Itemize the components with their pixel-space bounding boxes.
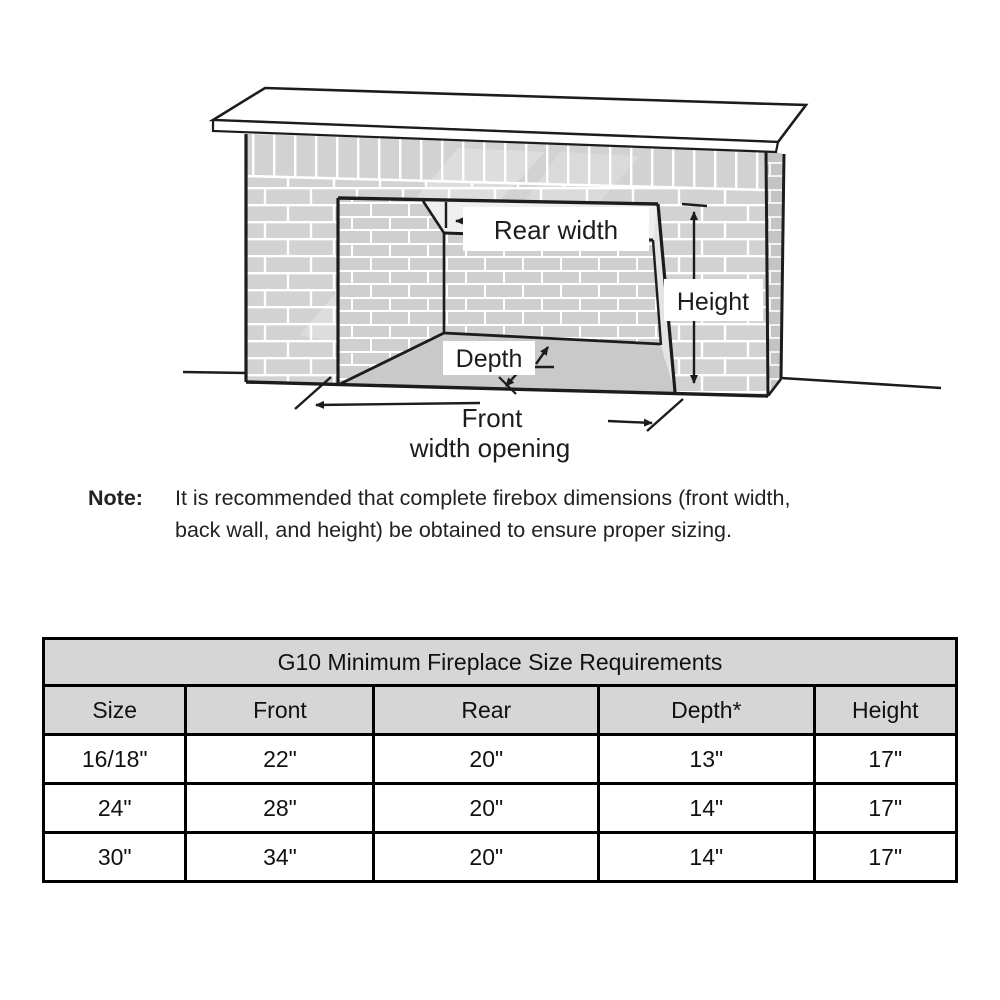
note-text xyxy=(175,482,928,546)
rear-width-dimension xyxy=(446,202,649,251)
table-cell: 30" xyxy=(44,833,186,882)
table-row xyxy=(44,735,957,784)
table-cell: 28" xyxy=(186,784,374,833)
column-header-height: Height xyxy=(814,686,956,735)
table-cell: 20" xyxy=(374,833,599,882)
height-label: Height xyxy=(676,288,750,316)
rear-width-label: Rear width xyxy=(493,215,619,245)
note-label: Note: xyxy=(88,486,143,510)
table-cell: 14" xyxy=(599,784,814,833)
column-header-size: Size xyxy=(44,686,186,735)
table-cell: 20" xyxy=(374,784,599,833)
table-cell: 22" xyxy=(186,735,374,784)
table-row xyxy=(44,833,957,882)
table-cell: 17" xyxy=(814,735,956,784)
table-cell: 13" xyxy=(599,735,814,784)
table-cell: 24" xyxy=(44,784,186,833)
note-text-line1: It is recommended that complete firebox dimensions (front width, xyxy=(175,486,791,510)
table-cell: 17" xyxy=(814,833,956,882)
note-text-line2: back wall, and height) be obtained to ensure proper sizing. xyxy=(175,518,732,542)
table-cell: 16/18" xyxy=(44,735,186,784)
column-header-front: Front xyxy=(186,686,374,735)
table-row xyxy=(44,784,957,833)
table-title: G10 Minimum Fireplace Size Requirements xyxy=(44,639,957,686)
note-block xyxy=(88,482,928,546)
table-cell: 17" xyxy=(814,784,956,833)
front-width-label-line1: Front xyxy=(461,403,523,433)
table-header-row xyxy=(44,686,957,735)
column-header-rear: Rear xyxy=(374,686,599,735)
column-header-depth: Depth* xyxy=(599,686,814,735)
size-requirements-table xyxy=(42,637,958,883)
depth-label: Depth xyxy=(455,345,523,373)
table-cell: 14" xyxy=(599,833,814,882)
table-cell: 20" xyxy=(374,735,599,784)
front-width-label-line2: width opening xyxy=(409,433,571,463)
table-title-row xyxy=(44,639,957,686)
fireplace-diagram xyxy=(0,0,1000,470)
table-cell: 34" xyxy=(186,833,374,882)
